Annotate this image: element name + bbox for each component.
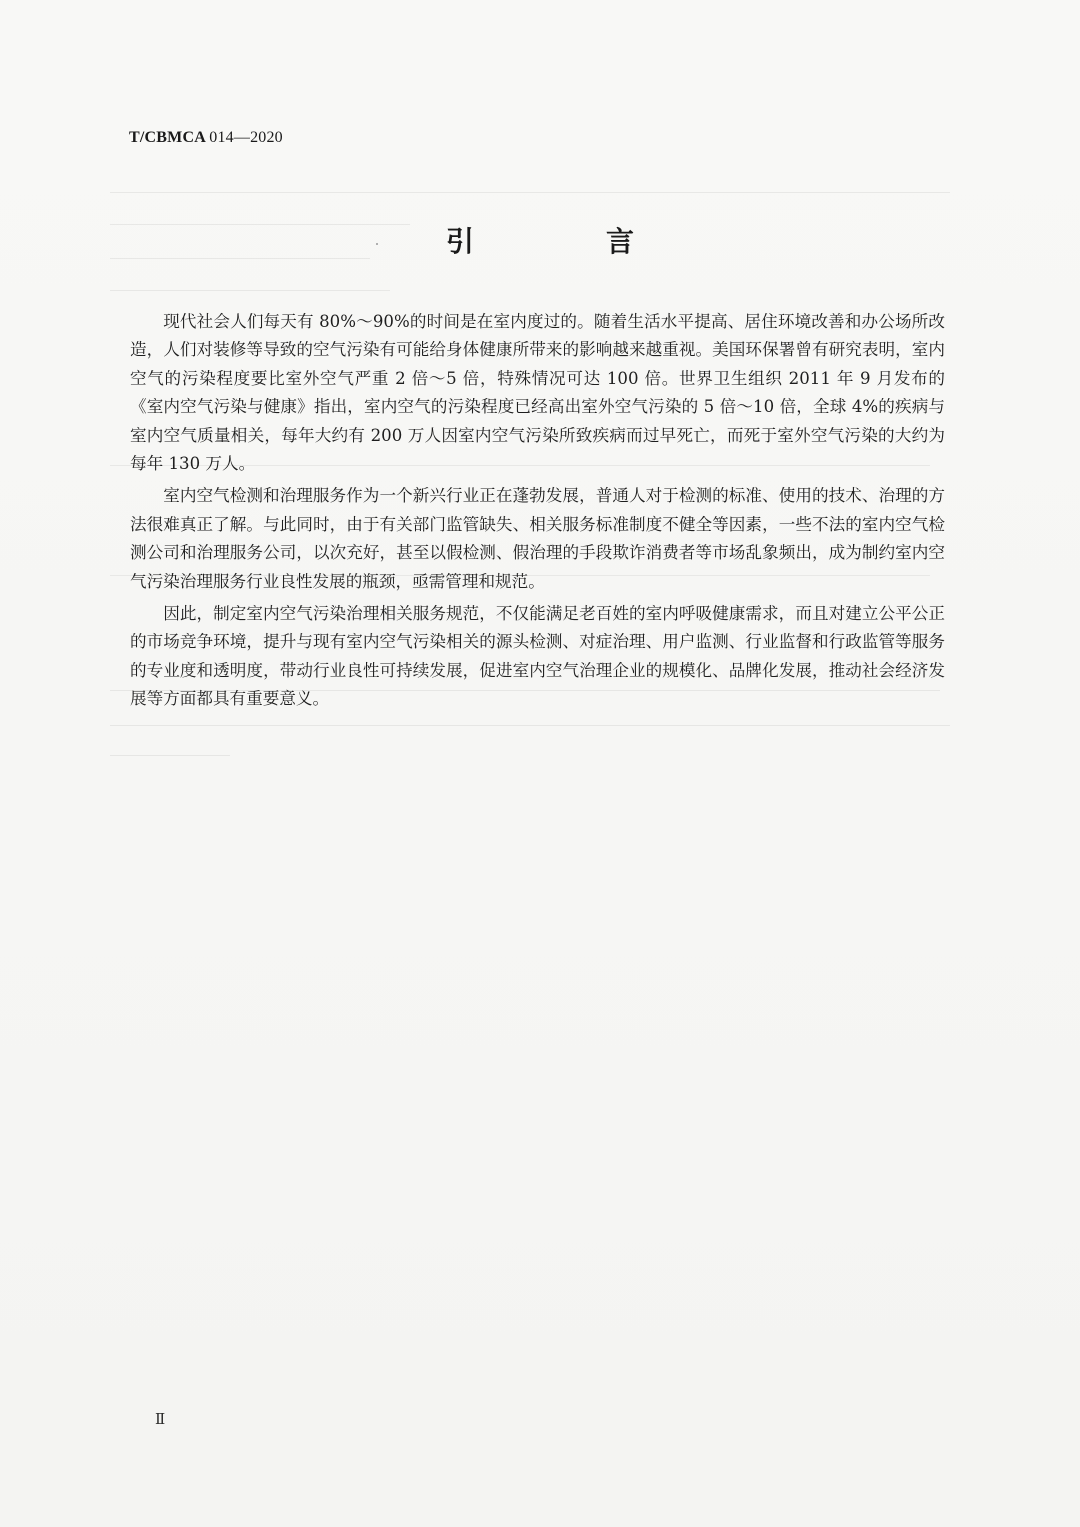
introduction-body [130, 308, 945, 718]
section-title: 引 言 [445, 225, 686, 258]
document-code [129, 129, 283, 147]
page-number: Ⅱ [155, 1412, 166, 1428]
paragraph-3: 因此，制定室内空气污染治理相关服务规范，不仅能满足老百姓的室内呼吸健康需求，而且对建立公平公正的市场竞争环境，提升与现有室内空气污染相关的源头检测、对症治理、用户监测、行业监督和行政监管等服务的专业度和透明度，带动行业良性可持续发展，促进室内空气治理企业的规模化、品牌化发展，推动社会经济发展等方面都具有重要意义。 [130, 604, 945, 709]
doc-code-number: 014—2020 [209, 129, 283, 146]
paragraph-1: 现代社会人们每天有 80%～90%的时间是在室内度过的。随着生活水平提高、居住环境改善和办公场所改造，人们对装修等导致的空气污染有可能给身体健康所带来的影响越来越重视。美国环保署曾有研究表明，室内空气的污染程度要比室外空气严重 2 倍～5 倍，特殊情况可达 100 倍。世界卫生组织 2011 年 9 月发布的《室内空气污染与健康》指出，室内空气的污染程度已经高出室外空气污染的 5 倍～10 倍，全球 4%的疾病与室内空气质量相关，每年大约有 200 万人因室内空气污染所致疾病而过早死亡，而死于室外空气污染的大约为每年 130 万人。 [130, 312, 945, 474]
paragraph-2: 室内空气检测和治理服务作为一个新兴行业正在蓬勃发展，普通人对于检测的标准、使用的技术、治理的方法很难真正了解。与此同时，由于有关部门监管缺失、相关服务标准制度不健全等因素，一些不法的室内空气检测公司和治理服务公司，以次充好，甚至以假检测、假治理的手段欺诈消费者等市场乱象频出，成为制约室内空气污染治理服务行业良性发展的瓶颈，亟需管理和规范。 [130, 486, 945, 591]
doc-code-prefix: T/CBMCA [129, 129, 206, 146]
